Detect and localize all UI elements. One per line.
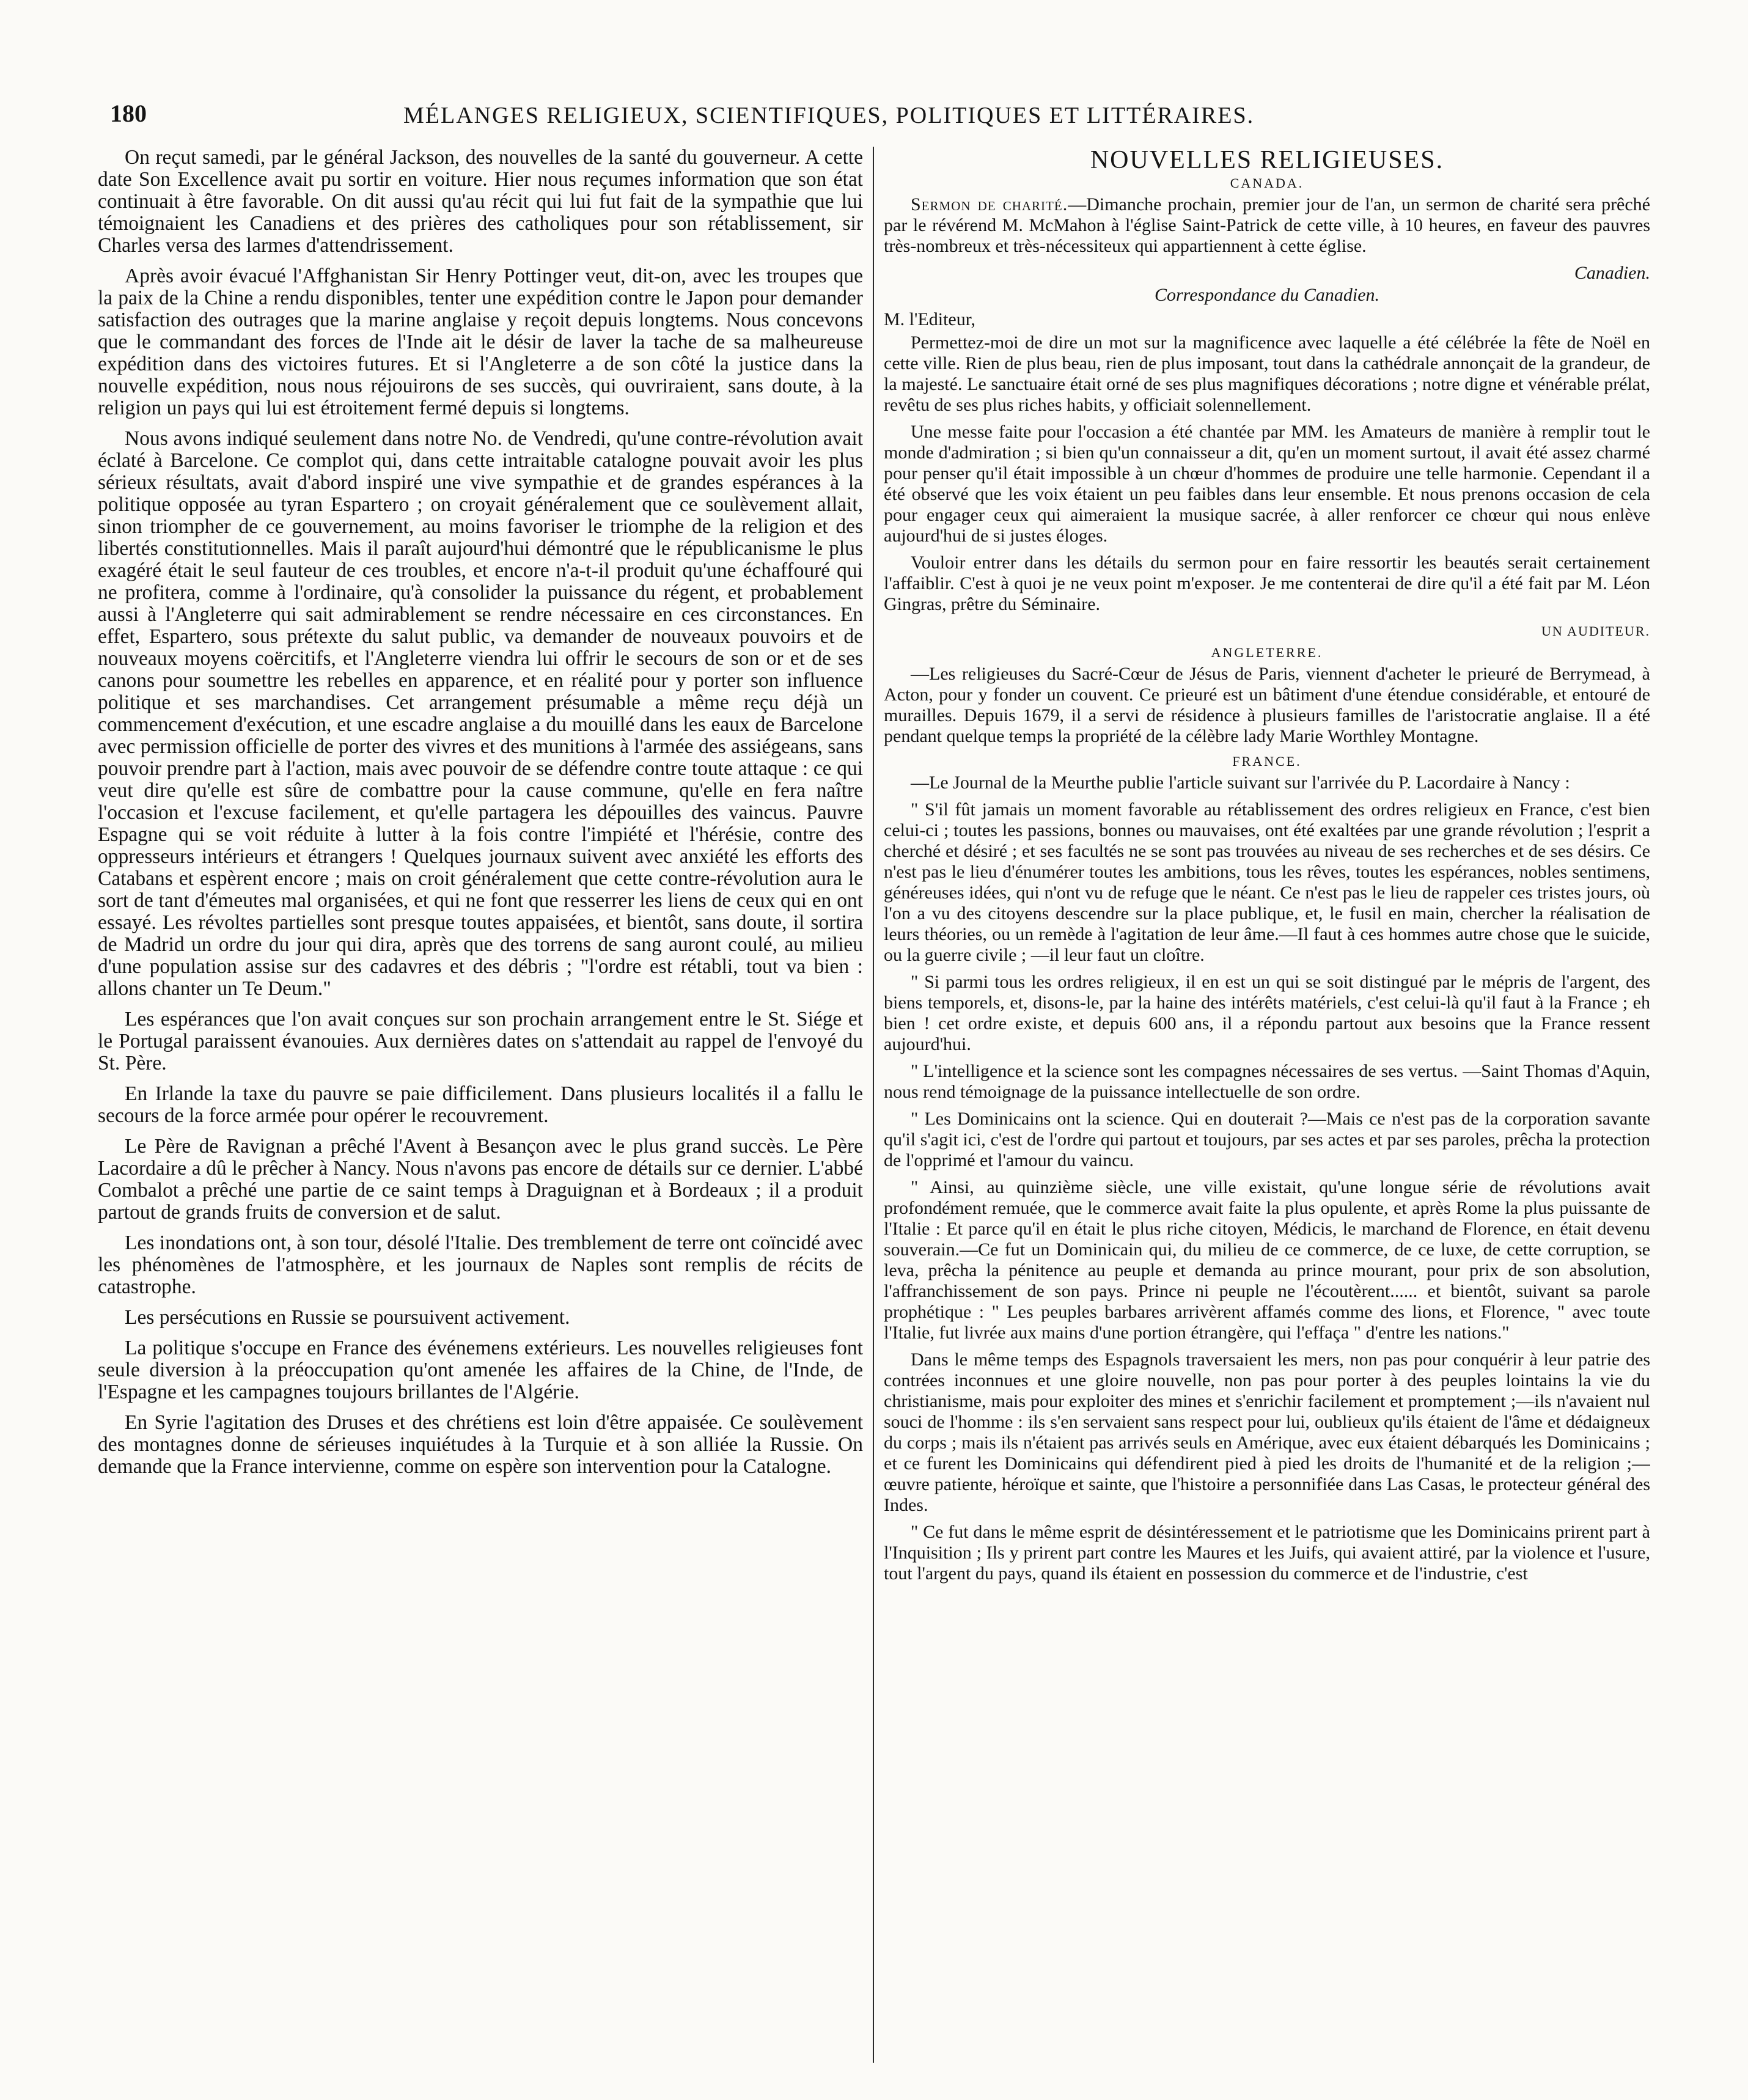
news-paragraph: " S'il fût jamais un moment favorable au rétablissement des ordres religieux en France, c'est bien celui-ci ; toutes les passions, bonnes ou mauvaises, ont été exaltées par une grande révolution ; l'esprit a cherché et désiré ; et ses facultés ne se sont pas trouvées au niveau de ses recherches et de ses désirs. Ce n'est pas le lieu d'énumérer toutes les ambitions, tous les rêves, toutes les espérances, nobles sentimens, généreuses idées, qui n'ont vu de refuge que le néant. Ce n'est pas le lieu de rappeler ces tristes jours, où l'on a vu des citoyens descendre sur la place publique, et, le fusil en main, chercher la réalisation de leurs théories, ou un remède à l'agitation de leur âme.—Il faut à ces hommes autre chose que le suicide, ou la guerre civile ; —il leur faut un cloître. [884, 799, 1650, 965]
news-paragraph: " Si parmi tous les ordres religieux, il en est un qui se soit distingué par le mépris de l'argent, des biens temporels, et, disons-le, par la haine des intérêts matériels, c'est celui-là qu'il faut à la France ; eh bien ! cet ordre existe, et depuis 600 ans, il a répondu partout aux besoins que la France ressent aujourd'hui. [884, 972, 1650, 1054]
paragraph: Les persécutions en Russie se poursuivent activement. [125, 1306, 570, 1329]
paragraph: La politique s'occupe en France des événemens extérieurs. Les nouvelles religieuses font seule diversion à la préoccupation qu'ont amenée les affaires de la Chine, de l'Inde, de l'Espagne et les campagnes toujours brillantes de l'Algérie. [98, 1337, 863, 1403]
running-title: MÉLANGES RELIGIEUX, SCIENTIFIQUES, POLITIQUES ET LITTÉRAIRES. [403, 103, 1255, 128]
correspondence-title: Correspondance du Canadien. [1154, 285, 1380, 305]
sermon-notice [884, 194, 1650, 257]
news-paragraph: Dans le même temps des Espagnols traversaient les mers, non pas pour conquérir à leur patrie des contrées inconnues et une gloire nouvelle, non pas pour porter à des peuples lointains la vie du christianisme, mais pour exploiter des mines et s'enrichir facilement et promptement ;—ils n'avaient nul souci de l'homme : ils s'en servaient sans respect pour lui, oublieux qu'ils étaient de l'âme et dédaigneux du corps ; mais ils n'étaient pas arrivés seuls en Amérique, avec eux étaient débarqués les Dominicains ; et ce furent les Dominicains qui défendirent pied à pied les droits de l'humanité et de la religion ;—œuvre patiente, héroïque et sainte, que l'histoire a personnifiée dans Las Casas, le protecteur général des Indes. [884, 1349, 1650, 1515]
news-paragraph: " L'intelligence et la science sont les compagnes nécessaires de ses vertus. —Saint Thomas d'Aquin, nous rend témoignage de la puissance intellectuelle de son ordre. [884, 1061, 1650, 1102]
sermon-lead: Sermon de charité. [911, 194, 1068, 215]
letter-paragraph: Vouloir entrer dans les détails du sermon pour en faire ressortir les beautés serait certainement l'affaiblir. C'est à quoi je ne veux point m'exposer. Je me contenterai de dire qu'il a été fait par M. Léon Gingras, prêtre du Séminaire. [884, 553, 1650, 614]
paragraph: Après avoir évacué l'Affghanistan Sir Henry Pottinger veut, dit-on, avec les troupes que la paix de la Chine a rendu disponibles, tenter une expédition contre le Japon pour demander satisfaction des outrages que la marine anglaise y reçoit depuis longtems. Nous concevons que le commandant des forces de l'Inde ait le désir de laver la tache de sa malheureuse expédition dans des victoires futures. Et si l'Angleterre a de son côté la justice dans la nouvelle expédition, nous nous réjouirons de ses succès, qui ouvriraient, sans doute, à la religion un pays qui lui est étroitement fermé depuis si longtems. [98, 265, 863, 419]
paragraph: En Syrie l'agitation des Druses et des chrétiens est loin d'être appaisée. Ce soulèvement des montagnes donne de sérieuses inquiétudes à la Turquie et à son alliée la Russie. On demande que la France intervienne, comme on espère son intervention pour la Catalogne. [98, 1411, 863, 1478]
sermon-text: —Dimanche prochain, premier jour de l'an, un sermon de charité sera prêché par le révérend M. McMahon à l'église Saint-Patrick de cette ville, à 10 heures, en faveur des pauvres très-nombreux et très-nécessiteux qui appartiennent à cette église. [884, 194, 1650, 256]
sermon-source: Canadien. [1574, 263, 1650, 283]
paragraph: On reçut samedi, par le général Jackson, des nouvelles de la santé du gouverneur. A cette date Son Excellence avait pu sortir en voiture. Hier nous reçumes information que son état continuait à être favorable. On dit aussi qu'au récit qui lui fut fait de la sympathie que lui témoignaient les Canadiens et des prières des catholiques pour son rétablissement, sir Charles versa des larmes d'attendrissement. [98, 147, 863, 257]
letter-paragraph: Permettez-moi de dire un mot sur la magnificence avec laquelle a été célébrée la fête de Noël en cette ville. Rien de plus beau, rien de plus imposant, tout dans la cathédrale annonçait de la grandeur, de la majesté. Le sanctuaire était orné de ses plus magnifiques décorations ; notre digne et vénérable prélat, revêtu de ses plus riches habits, y officiait solennellement. [884, 332, 1650, 415]
letter-paragraph: Une messe faite pour l'occasion a été chantée par MM. les Amateurs de manière à remplir tout le monde d'admiration ; si bien qu'un connaisseur a dit, qu'en un moment surtout, il avait été assez charmé pour penser qu'il était impossible à un chœur d'hommes de produire une telle harmonie. Cependant il a été observé que les voix étaient un peu faibles dans leur ensemble. Et nous prenons occasion de cela pour engager ceux qui aimeraient la musique sacrée, à aller renforcer ce chœur qui nous enlève aujourd'hui de si justes éloges. [884, 422, 1650, 546]
section-heading-angleterre: ANGLETERRE. [1211, 645, 1323, 660]
right-column [884, 147, 1650, 2072]
news-paragraph: " Ce fut dans le même esprit de désintéressement et le patriotisme que les Dominicains prirent part à l'Inquisition ; Ils y prirent part contre les Maures et les Juifs, qui avaient attiré, par la violence et l'usure, tout l'argent du pays, quand ils étaient en possession du commerce et de l'industrie, c'est [884, 1522, 1650, 1584]
paragraph: En Irlande la taxe du pauvre se paie difficilement. Dans plusieurs localités il a fallu le secours de la force armée pour opérer le recouvrement. [98, 1082, 863, 1127]
left-column [98, 147, 863, 2072]
section-title: NOUVELLES RELIGIEUSES. [1090, 147, 1444, 174]
news-paragraph: " Les Dominicains ont la science. Qui en douterait ?—Mais ce n'est pas de la corporation savante qu'il s'agit ici, c'est de l'ordre qui partout et toujours, par ses actes et par ses paroles, prêcha la protection de l'opprimé et l'amour du vaincu. [884, 1109, 1650, 1170]
letter-salutation: M. l'Editeur, [884, 309, 976, 329]
paragraph: Les espérances que l'on avait conçues sur son prochain arrangement entre le St. Siége et le Portugal paraissent évanouies. Aux dernières dates on s'attendait au rappel de l'envoyé du St. Père. [98, 1008, 863, 1074]
news-paragraph: " Ainsi, au quinzième siècle, une ville existait, qu'une longue série de révolutions avait profondément remuée, que le commerce avait faite la plus opulente, et après Rome la plus puissante de l'Italie : Et parce qu'il en était le plus riche citoyen, Médicis, le marchand de Florence, en était devenu souverain.—Ce fut un Dominicain qui, du milieu de ce commerce, de ce luxe, de cette corruption, se leva, prêcha la pénitence au peuple et demanda au prince mourant, pour prix de son absolution, l'affranchissement de son pays. Prince ni peuple ne l'écoutèrent...... et bientôt, suivant sa parole prophétique : " Les peuples barbares arrivèrent affamés comme des lions, et Florence, " avec toute l'Italie, fut livrée aux mains d'une portion étrangère, qui l'effaça " d'entre les nations." [884, 1177, 1650, 1343]
news-intro: —Le Journal de la Meurthe publie l'article suivant sur l'arrivée du P. Lacordaire à Nancy : [911, 773, 1570, 793]
paragraph: Les inondations ont, à son tour, désolé l'Italie. Des tremblement de terre ont coïncidé avec les phénomènes de l'atmosphère, et les journaux de Naples sont remplis de récits de catastrophe. [98, 1232, 863, 1298]
section-heading-canada: CANADA. [1230, 175, 1304, 191]
paragraph: Nous avons indiqué seulement dans notre No. de Vendredi, qu'une contre-révolution avait éclaté à Barcelone. Ce complot qui, dans cette intraitable catalogne pouvait avoir les plus sérieux résultats, avait d'abord inspiré une vive sympathie et de grandes espérances à la politique opposée au tyran Espartero ; on croyait généralement que ce soulèvement allait, sinon triompher de ce gouvernement, au moins favoriser le triomphe de la religion et des libertés constitutionnelles. Mais il paraît aujourd'hui démontré que le républicanisme le plus exagéré était le seul fauteur de ces troubles, et encore n'a-t-il produit qu'une échaffouré qui ne profitera, comme à l'ordinaire, qu'à consolider la puissance du régent, et probablement aussi à l'Angleterre qui sait admirablement se rendre nécessaire en ces circonstances. En effet, Espartero, sous prétexte du salut public, va demander de nouveaux pouvoirs et de nouveaux moyens coërcitifs, et l'Angleterre viendra lui offrir le secours de son or et de ses canons pour soumettre les rebelles en apparence, et en réalité pour y porter son influence politique et ses marchandises. Cet arrangement présumable a même reçu déjà un commencement d'exécution, et une escadre anglaise a du mouillé dans les eaux de Barcelone avec permission officielle de porter des vivres et des munitions à l'armée des assiégeans, sans pouvoir prendre part à l'action, mais avec pouvoir de se défendre contre toute attaque : ce qui veut dire qu'elle est sûre de combattre pour la cause commune, qu'elle en fera naître l'occasion et l'excuse facilement, et qu'elle partagera les dépouilles des vaincus. Pauvre Espagne qui se voit réduite à lutter à la fois contre l'impiété et l'hérésie, contre des oppresseurs intérieurs et étrangers ! Quelques journaux suivent avec anxiété les efforts des Catabans et espèrent encore ; mais on croit généralement que cette contre-révolution aura le sort de tant d'émeutes mal organisées, et qui ne font que resserrer les liens de ceux qui en ont essayé. Les révoltes partielles sont presque toutes appaisées, et bientôt, sans doute, il sortira de Madrid un ordre du jour qui dira, après que des torrens de sang auront coulé, au milieu d'une population assise sur des cadavres et des débris ; "l'ordre est rétabli, tout va bien : allons chanter un Te Deum." [98, 427, 863, 1000]
paragraph: Le Père de Ravignan a prêché l'Avent à Besançon avec le plus grand succès. Le Père Lacordaire a dû le prêcher à Nancy. Nous n'avons pas encore de détails sur ce dernier. L'abbé Combalot a prêché une partie de ce saint temps à Draguignan et à Bordeaux ; il a produit partout de grands fruits de conversion et de salut. [98, 1135, 863, 1224]
page-number: 180 [110, 100, 147, 127]
letter-signature: UN AUDITEUR. [1541, 623, 1650, 639]
section-heading-france: FRANCE. [1232, 754, 1302, 769]
news-paragraph: —Les religieuses du Sacré-Cœur de Jésus de Paris, viennent d'acheter le prieuré de Berrymead, à Acton, pour y fonder un couvent. Ce prieuré est un bâtiment d'une étendue considérable, et entouré de murailles. Depuis 1679, il a servi de résidence à plusieurs familles de l'aristocratie anglaise. Il a été pendant quelque temps la propriété de la célèbre lady Marie Worthley Montagne. [884, 664, 1650, 746]
column-divider [873, 147, 874, 2063]
